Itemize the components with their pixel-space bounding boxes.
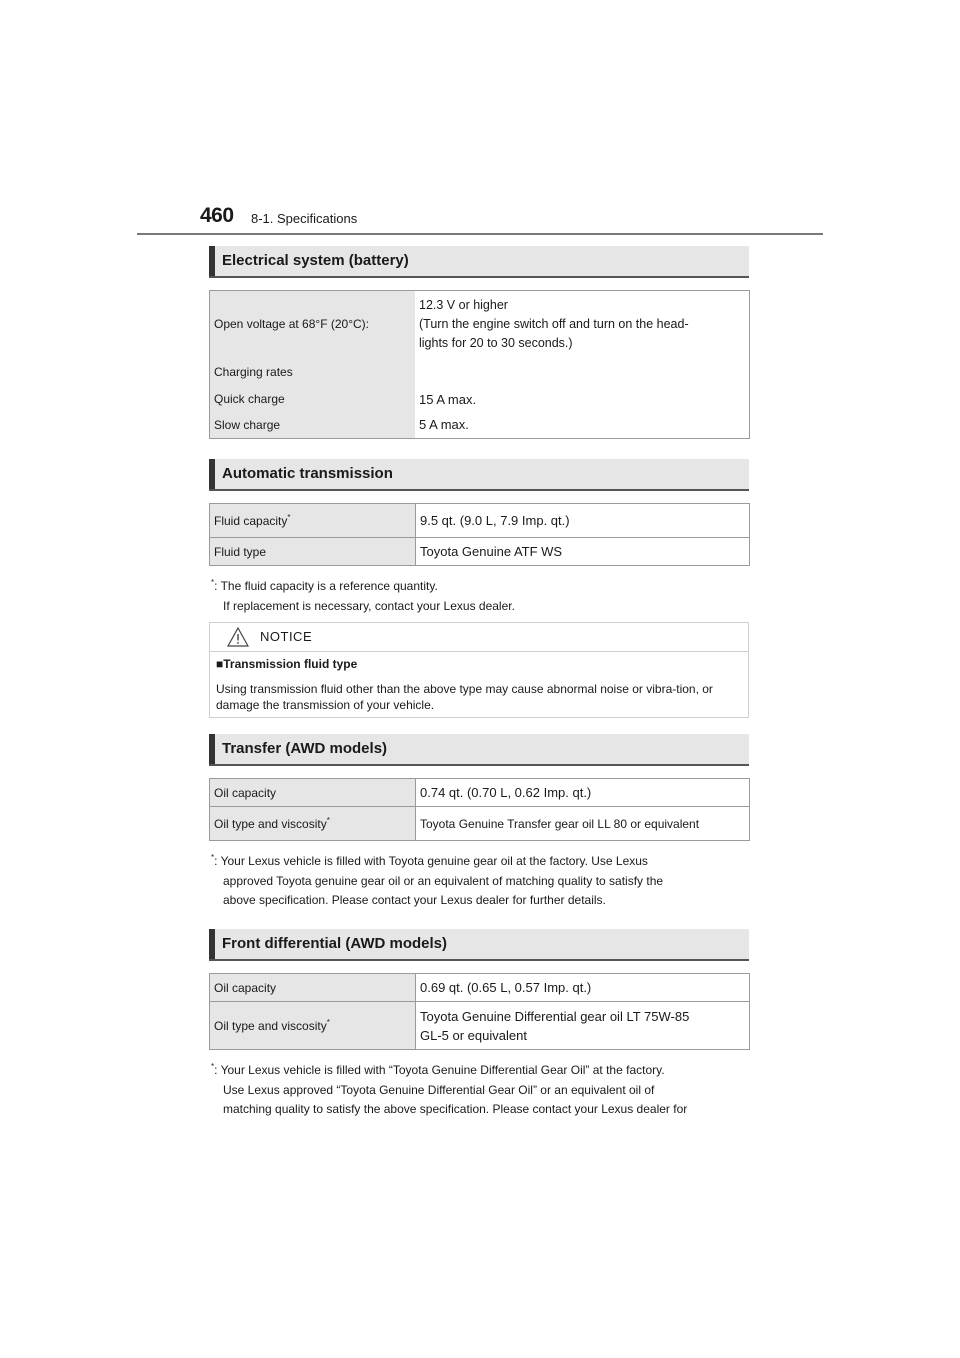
footnote-marker: * [211,578,215,587]
fluid-capacity-value: 9.5 qt. (9.0 L, 7.9 Imp. qt.) [416,504,750,538]
section-title: Electrical system (battery) [222,252,409,269]
notice-body: Using transmission fluid other than the above type may cause abnormal noise or vibra-tion, or damage the transmission of your vehicle. [216,682,713,712]
electrical-section-header [209,246,749,278]
open-voltage-label: Open voltage at 68°F (20°C): [210,291,416,357]
section-bar [209,246,215,276]
fluid-type-label: Fluid type [210,538,416,566]
footnote-line-3: matching quality to satisfy the above specification. Please contact your Lexus dealer for [223,1102,688,1116]
section-title: Front differential (AWD models) [222,935,447,952]
transfer-spec-table [209,778,750,841]
notice-subtitle: ■Transmission fluid type [216,657,358,671]
footnote-marker: * [287,513,291,522]
footnote-marker: * [326,1018,330,1027]
footnote-marker: * [211,853,215,862]
open-voltage-line-2: (Turn the engine switch off and turn on the head- [419,317,689,332]
oil-type-label [210,1002,416,1050]
transfer-footnote [211,848,751,911]
front-differential-spec-table [209,973,750,1050]
automatic-footnote [211,573,751,616]
page-number: 460 [200,204,234,227]
section-reference: 8-1. Specifications [251,211,358,226]
footnote-line-1: : Your Lexus vehicle is filled with Toyota genuine gear oil at the factory. Use Lexus [214,854,648,868]
oil-type-label [210,807,416,841]
section-bar [209,734,215,764]
open-voltage-value [415,291,750,357]
section-title: Automatic transmission [222,465,393,482]
warning-icon [227,627,249,647]
section-bar [209,929,215,959]
footnote-line-1: : Your Lexus vehicle is filled with “Toyota Genuine Differential Gear Oil” at the factory. [214,1063,665,1077]
footnote-marker: * [326,816,330,825]
oil-type-line-1: Toyota Genuine Differential gear oil LT 75W-85 [420,1008,690,1024]
automatic-section-header [209,459,749,491]
electrical-spec-table [209,290,750,439]
notice-box [209,622,749,718]
section-bar [209,459,215,489]
header-rule [137,233,823,235]
slow-charge-value: 5 A max. [415,412,750,439]
front-differential-footnote [211,1057,751,1120]
charging-rates-label: Charging rates [210,357,416,387]
open-voltage-line-1: 12.3 V or higher [419,298,508,313]
oil-type-line-2: GL-5 or equivalent [420,1027,527,1043]
open-voltage-line-3: lights for 20 to 30 seconds.) [419,336,573,351]
charging-rates-value [415,357,750,387]
slow-charge-label: Slow charge [210,412,416,439]
notice-header [210,623,748,652]
footnote-line-2: If replacement is necessary, contact your Lexus dealer. [223,598,515,613]
notice-title: NOTICE [260,629,313,644]
footnote-marker: * [211,1062,215,1071]
oil-type-value [416,1002,750,1050]
fluid-capacity-label [210,504,416,538]
oil-type-value: Toyota Genuine Transfer gear oil LL 80 or equivalent [416,807,750,841]
oil-capacity-value: 0.74 qt. (0.70 L, 0.62 Imp. qt.) [416,779,750,807]
quick-charge-label: Quick charge [210,387,416,412]
front-differential-section-header [209,929,749,961]
automatic-spec-table [209,503,750,566]
footnote-line-2: Use Lexus approved “Toyota Genuine Differential Gear Oil” or an equivalent oil of [223,1082,655,1097]
footnote-line-2: approved Toyota genuine gear oil or an equivalent of matching quality to satisfy the [223,873,664,888]
oil-type-label-text: Oil type and viscosity [214,817,327,831]
footnote-line-3: above specification. Please contact your Lexus dealer for further details. [223,893,606,907]
oil-capacity-label: Oil capacity [210,779,416,807]
oil-capacity-label: Oil capacity [210,974,416,1002]
fluid-capacity-label-text: Fluid capacity [214,514,288,528]
fluid-type-value: Toyota Genuine ATF WS [416,538,750,566]
oil-type-label-text: Oil type and viscosity [214,1019,327,1033]
section-title: Transfer (AWD models) [222,740,388,757]
quick-charge-value: 15 A max. [415,387,750,412]
footnote-line-1: : The fluid capacity is a reference quantity. [214,579,438,593]
oil-capacity-value: 0.69 qt. (0.65 L, 0.57 Imp. qt.) [416,974,750,1002]
transfer-section-header [209,734,749,766]
